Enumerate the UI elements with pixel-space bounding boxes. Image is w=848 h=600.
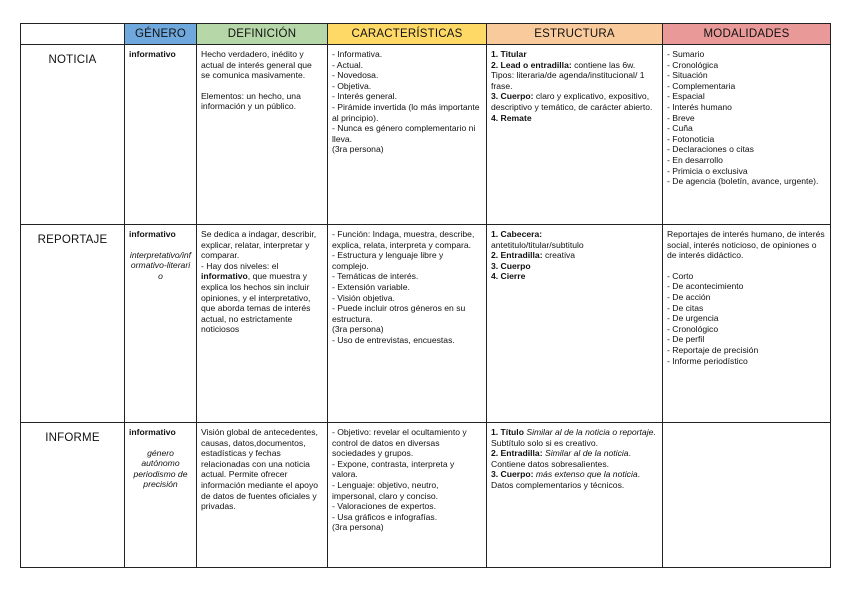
list-item: - Extensión variable. — [332, 281, 410, 292]
list-item: - Valoraciones de expertos. — [332, 501, 436, 512]
list-item: - Informe periodístico — [667, 355, 748, 366]
modalidades-intro: Reportajes de interés humano, de interés social, interés noticioso, de opiniones o de interés didáctico. — [667, 229, 825, 261]
list-item: - Fotonoticia — [667, 133, 715, 144]
estructura-step: 3. Cuerpo: — [491, 91, 534, 102]
definicion-cell-noticia — [197, 45, 328, 225]
list-item: - De urgencia — [667, 313, 719, 324]
list-item: - Informativa. — [332, 49, 383, 59]
list-item: - Cuña — [667, 123, 693, 134]
header-caracteristicas: CARACTERÍSTICAS — [328, 24, 487, 45]
caracteristicas-cell-noticia — [328, 45, 487, 225]
estructura-italic: Similar al de la noticia o reportaje — [523, 427, 654, 437]
estructura-text: . Datos complementarios y técnicos. — [491, 469, 641, 490]
estructura-text: claro y explicativo, expositivo, descriptivo y temático, de carácter abierto. — [491, 91, 653, 112]
caracteristicas-cell-reportaje — [328, 225, 487, 423]
definicion-text: Se dedica a indagar, describir, explicar, relatar, interpretar y comparar. — [201, 229, 317, 261]
estructura-step: 1. Titular — [491, 49, 527, 59]
estructura-step: 2. Lead o entradilla: — [491, 59, 572, 70]
list-item: - De perfil — [667, 334, 705, 345]
list-item: - Situación — [667, 70, 708, 81]
header-estructura: ESTRUCTURA — [487, 24, 663, 45]
genero-main: informativo — [129, 49, 176, 59]
list-item: - Objetiva. — [332, 80, 372, 91]
list-item: - Cronológico — [667, 323, 719, 334]
genres-comparison-table — [20, 23, 831, 568]
definicion-text: , que muestra y explica los hechos sin incluir opiniones, y el interpretativo, que aborda temas de interés actual, no estrictamente noticiosos — [201, 271, 311, 335]
estructura-step: 2. Entradilla: — [491, 250, 543, 261]
list-item: - Visión objetiva. — [332, 292, 395, 303]
list-item: - De citas — [667, 302, 704, 313]
list-item: - Pirámide invertida (lo más importante al principio). — [332, 101, 480, 123]
genero-cell-reportaje — [125, 225, 197, 423]
estructura-italic: Similar al de la noticia — [542, 448, 629, 459]
caracteristicas-cell-informe — [328, 423, 487, 568]
row-label-noticia: NOTICIA — [21, 45, 125, 225]
genero-cell-informe — [125, 423, 197, 568]
list-item: - Lenguaje: objetivo, neutro, impersonal, claro y conciso. — [332, 479, 439, 501]
modalidades-cell-noticia — [663, 45, 831, 225]
list-item: - En desarrollo — [667, 154, 723, 165]
list-item: - De agencia (boletín, avance, urgente). — [667, 176, 819, 187]
definicion-text: Hecho verdadero, inédito y actual de interés general que se comunica masivamente. — [201, 49, 312, 81]
genero-cell-noticia — [125, 45, 197, 225]
list-item: - Complementaria — [667, 80, 736, 91]
list-item: (3ra persona) — [332, 144, 384, 155]
estructura-cell-reportaje — [487, 225, 663, 423]
genero-sub: interpretativo/informativo-literario — [129, 249, 192, 281]
estructura-step: 1. Título — [491, 427, 524, 437]
modalidades-cell-reportaje — [663, 225, 831, 423]
table-row-informe — [21, 423, 831, 568]
list-item: - Cronológica — [667, 59, 719, 70]
estructura-step: 3. Cuerpo: — [491, 469, 534, 480]
list-item: - De acción — [667, 291, 711, 302]
row-label-informe: INFORME — [21, 423, 125, 568]
table-row-reportaje — [21, 225, 831, 423]
estructura-step: 4. Remate — [491, 112, 532, 123]
header-blank — [21, 24, 125, 45]
estructura-text: antetitulo/titular/subtitulo — [491, 239, 584, 250]
genero-main: informativo — [129, 427, 176, 437]
definicion-cell-informe — [197, 423, 328, 568]
definicion-cell-reportaje — [197, 225, 328, 423]
estructura-cell-noticia — [487, 45, 663, 225]
definicion-text: Elementos: un hecho, una información y un público. — [201, 90, 301, 112]
header-genero: GÉNERO — [125, 24, 197, 45]
estructura-step: 2. Entradilla: — [491, 448, 543, 459]
list-item: (3ra persona) — [332, 522, 384, 533]
list-item: - Novedosa. — [332, 70, 379, 81]
row-label-reportaje: REPORTAJE — [21, 225, 125, 423]
estructura-text: . Contiene datos sobresalientes. — [491, 448, 631, 469]
list-item: - Nunca es género complementario ni lleva. — [332, 123, 476, 144]
list-item: - Espacial — [667, 91, 705, 102]
list-item: - Objetivo: revelar el ocultamiento y control de datos en diversas sociedades y grupos. — [332, 427, 467, 459]
definicion-text: - Hay dos niveles: el — [201, 260, 279, 271]
estructura-step: 1. Cabecera: — [491, 229, 543, 239]
estructura-step: 4. Cierre — [491, 271, 526, 282]
list-item: - De acontecimiento — [667, 281, 744, 292]
modalidades-cell-informe — [663, 423, 831, 568]
list-item: - Uso de entrevistas, encuestas. — [332, 334, 455, 345]
estructura-cell-informe — [487, 423, 663, 568]
genero-sub: género autónomo periodismo de precisión — [133, 447, 188, 490]
list-item: - Corto — [667, 270, 694, 281]
list-item: - Sumario — [667, 49, 705, 59]
definicion-text: Visión global de antecedentes, causas, datos,documentos, estadísticas y fechas relacionadas con una noticia actual. Permite ofrecer información mediante el apoyo de datos de fuentes oficiales y privadas. — [201, 427, 319, 512]
list-item: - Breve — [667, 112, 695, 123]
list-item: - Interés humano — [667, 101, 732, 112]
header-definicion: DEFINICIÓN — [197, 24, 328, 45]
estructura-text: contiene las 6w. Tipos: literaria/de agenda/institucional/ 1 frase. — [491, 59, 645, 91]
list-item: - Declaraciones o citas — [667, 144, 754, 155]
header-row — [21, 24, 831, 45]
estructura-text: . Subtítulo solo si es creativo. — [491, 427, 656, 448]
list-item: - Estructura y lenguaje libre y complejo. — [332, 250, 444, 271]
list-item: - Primicia o exclusiva — [667, 165, 748, 176]
list-item: - Expone, contrasta, interpreta y valora. — [332, 458, 455, 480]
list-item: (3ra persona) — [332, 324, 384, 335]
list-item: - Reportaje de precisión — [667, 344, 759, 355]
header-modalidades: MODALIDADES — [663, 24, 831, 45]
list-item: - Función: Indaga, muestra, describe, explica, relata, interpreta y compara. — [332, 229, 475, 250]
list-item: - Puede incluir otros géneros en su estructura. — [332, 303, 466, 324]
list-item: - Actual. — [332, 59, 364, 70]
list-item: - Interés general. — [332, 91, 397, 102]
estructura-step: 3. Cuerpo — [491, 260, 531, 271]
list-item: - Usa gráficos e infografías. — [332, 511, 438, 522]
list-item: - Temáticas de interés. — [332, 271, 419, 282]
estructura-text: creativa — [542, 250, 576, 261]
genero-main: informativo — [129, 229, 176, 239]
definicion-bold: informativo — [201, 271, 248, 282]
estructura-italic: más extenso que la noticia — [533, 469, 638, 480]
table-row-noticia — [21, 45, 831, 225]
